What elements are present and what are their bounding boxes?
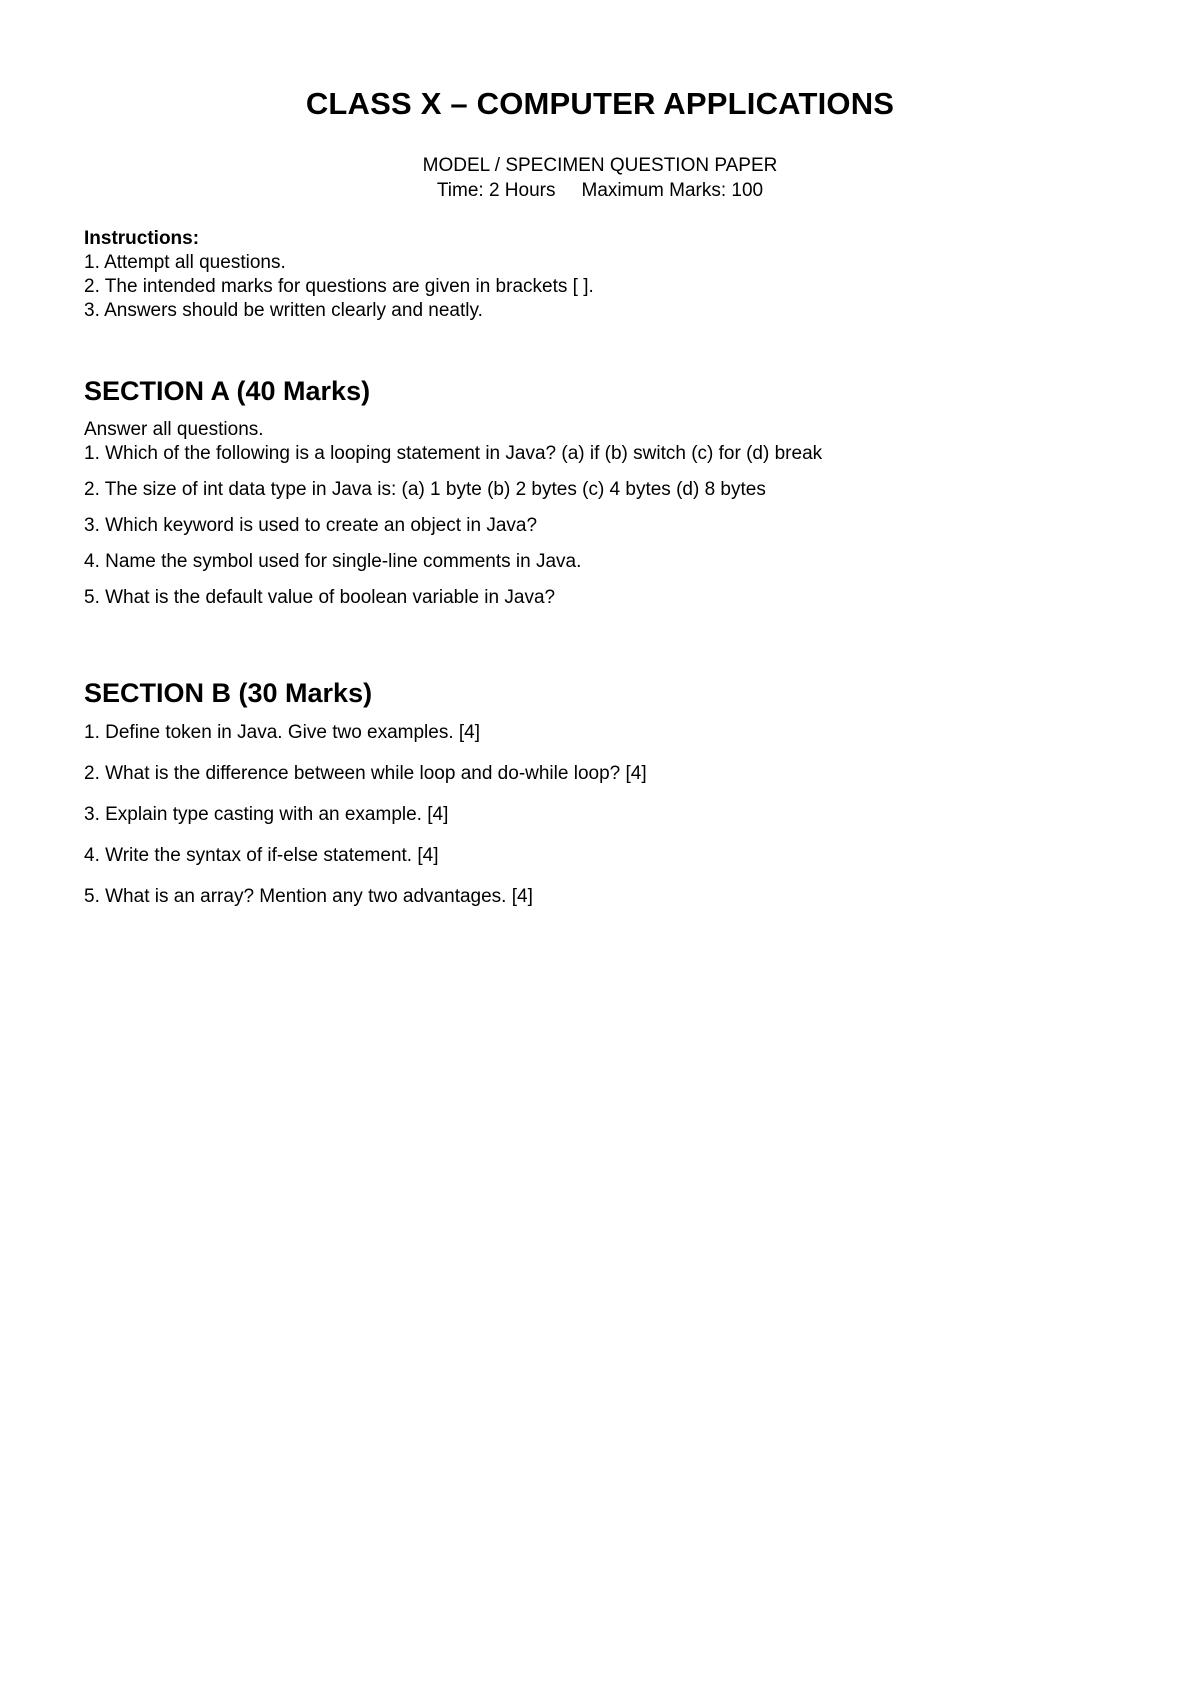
section-a-questions: [84, 442, 1114, 610]
question-item: 2. The size of int data type in Java is: (a) 1 byte (b) 2 bytes (c) 4 bytes (d) 8 bytes: [84, 479, 766, 500]
question-item: 3. Which keyword is used to create an object in Java?: [84, 515, 538, 536]
instructions-heading: Instructions:: [84, 228, 200, 249]
time-allowed: Time: 2 Hours: [436, 180, 556, 201]
instruction-item: 3. Answers should be written clearly and neatly.: [84, 300, 483, 321]
question-item: 4. Name the symbol used for single-line comments in Java.: [84, 551, 582, 572]
question-item: 5. What is an array? Mention any two advantages. [4]: [84, 886, 533, 907]
section-a-lead: Answer all questions.: [84, 419, 264, 440]
paper-subtitle: MODEL / SPECIMEN QUESTION PAPER: [422, 155, 778, 176]
question-item: 1. Which of the following is a looping statement in Java? (a) if (b) switch (c) for (d) break: [84, 443, 823, 464]
question-item: 3. Explain type casting with an example. [4]: [84, 804, 449, 825]
paper-time-marks: [0, 179, 1200, 203]
section-a: [84, 374, 1114, 622]
question-item: 1. Define token in Java. Give two examples. [4]: [84, 722, 481, 743]
paper-title: CLASS X – COMPUTER APPLICATIONS: [305, 86, 895, 121]
question-item: 4. Write the syntax of if-else statement. [4]: [84, 845, 439, 866]
instruction-item: 1. Attempt all questions.: [84, 252, 286, 273]
section-b: [84, 676, 1114, 926]
section-a-title: SECTION A (40 Marks): [84, 376, 371, 406]
maximum-marks: Maximum Marks: 100: [581, 180, 764, 201]
question-item: 5. What is the default value of boolean variable in Java?: [84, 587, 556, 608]
question-item: 2. What is the difference between while loop and do-while loop? [4]: [84, 763, 647, 784]
instruction-item: 2. The intended marks for questions are given in brackets [ ].: [84, 276, 594, 297]
section-b-questions: [84, 721, 1114, 909]
section-b-title: SECTION B (30 Marks): [84, 678, 373, 708]
instructions-block: [84, 227, 1114, 323]
